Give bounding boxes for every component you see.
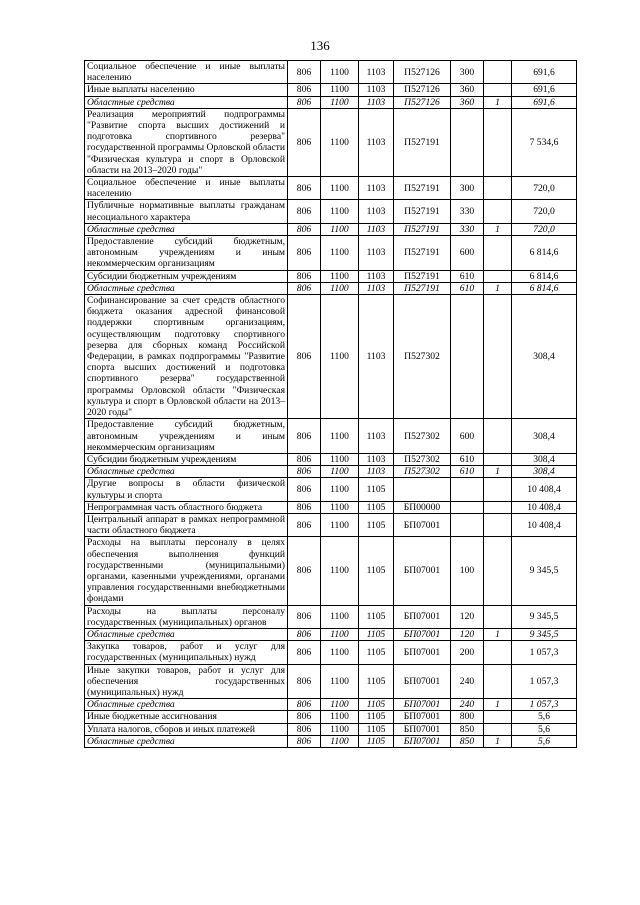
funding-source-cell: 1 (484, 699, 512, 711)
funding-source-cell (484, 236, 512, 271)
subsection-code-cell: 1105 (359, 664, 394, 699)
expense-type-cell: 200 (451, 641, 484, 664)
row-name-cell: Публичные нормативные выплаты гражданам несоциального характера (85, 200, 288, 223)
subsection-code-cell: 1105 (359, 605, 394, 628)
table-row (85, 270, 577, 282)
row-name-cell: Софинансирование за счет средств областного бюджета оказания адресной финансовой поддержки спортивным организациям, осуществляющим подготовку спортивного резерва для сборных команд Российской Федерации, в рамках подпрограммы "Развитие спорта высших достижений и подготовка спортивного резерва" государственной программы Орловской области "Физическая культура и спорт в Орловской области на 2013–2020 годы" (85, 295, 288, 419)
row-name-cell: Социальное обеспечение и иные выплаты населению (85, 61, 288, 84)
funding-source-cell (484, 641, 512, 664)
row-name-cell: Центральный аппарат в рамках непрограммной части областного бюджета (85, 513, 288, 536)
amount-cell: 720,0 (512, 200, 577, 223)
subsection-code-cell: 1103 (359, 177, 394, 200)
funding-source-cell (484, 723, 512, 735)
funding-source-cell (484, 453, 512, 465)
amount-cell: 1 057,3 (512, 641, 577, 664)
expense-type-cell: 360 (451, 84, 484, 96)
amount-cell: 308,4 (512, 466, 577, 478)
subsection-code-cell: 1103 (359, 223, 394, 235)
section-code-cell: 1100 (321, 735, 359, 747)
section-code-cell: 1100 (321, 605, 359, 628)
row-name-cell: Непрограммная часть областного бюджета (85, 501, 288, 513)
table-row (85, 723, 577, 735)
table-row (85, 641, 577, 664)
funding-source-cell: 1 (484, 466, 512, 478)
target-article-cell: П527191 (394, 270, 451, 282)
amount-cell: 308,4 (512, 419, 577, 454)
row-name-cell: Уплата налогов, сборов и иных платежей (85, 723, 288, 735)
expense-type-cell: 300 (451, 61, 484, 84)
target-article-cell: БП07001 (394, 664, 451, 699)
expense-type-cell: 330 (451, 200, 484, 223)
funding-source-cell (484, 605, 512, 628)
target-article-cell: П527302 (394, 419, 451, 454)
table-row (85, 84, 577, 96)
amount-cell: 1 057,3 (512, 664, 577, 699)
table-row (85, 200, 577, 223)
section-code-cell: 1100 (321, 628, 359, 640)
table-row-regional-funds (85, 466, 577, 478)
target-article-cell: БП07001 (394, 723, 451, 735)
funding-source-cell (484, 478, 512, 501)
section-code-cell: 1100 (321, 723, 359, 735)
subsection-code-cell: 1105 (359, 699, 394, 711)
section-code-cell: 1100 (321, 641, 359, 664)
target-article-cell: БП07001 (394, 628, 451, 640)
expense-type-cell: 120 (451, 628, 484, 640)
subsection-code-cell: 1105 (359, 537, 394, 605)
target-article-cell: П527191 (394, 177, 451, 200)
amount-cell: 691,6 (512, 84, 577, 96)
subsection-code-cell: 1105 (359, 513, 394, 536)
row-name-cell: Предоставление субсидий бюджетным, автономным учреждениям и иным некоммерческим организациям (85, 419, 288, 454)
target-article-cell: П527302 (394, 295, 451, 419)
expense-type-cell: 600 (451, 236, 484, 271)
section-code-cell: 1100 (321, 177, 359, 200)
ministry-code-cell: 806 (288, 419, 321, 454)
subsection-code-cell: 1105 (359, 641, 394, 664)
funding-source-cell (484, 664, 512, 699)
amount-cell: 10 408,4 (512, 478, 577, 501)
row-name-cell: Предоставление субсидий бюджетным, автономным учреждениям и иным некоммерческим организациям (85, 236, 288, 271)
subsection-code-cell: 1103 (359, 236, 394, 271)
target-article-cell (394, 478, 451, 501)
table-row-regional-funds (85, 735, 577, 747)
section-code-cell: 1100 (321, 200, 359, 223)
table-row (85, 108, 577, 176)
expense-type-cell: 800 (451, 711, 484, 723)
funding-source-cell (484, 295, 512, 419)
funding-source-cell (484, 711, 512, 723)
row-name-cell: Областные средства (85, 96, 288, 108)
expense-type-cell (451, 513, 484, 536)
table-row (85, 664, 577, 699)
ministry-code-cell: 806 (288, 177, 321, 200)
table-row (85, 513, 577, 536)
section-code-cell: 1100 (321, 96, 359, 108)
section-code-cell: 1100 (321, 84, 359, 96)
funding-source-cell (484, 419, 512, 454)
ministry-code-cell: 806 (288, 295, 321, 419)
row-name-cell: Иные бюджетные ассигнования (85, 711, 288, 723)
amount-cell: 1 057,3 (512, 699, 577, 711)
amount-cell: 5,6 (512, 723, 577, 735)
row-name-cell: Социальное обеспечение и иные выплаты населению (85, 177, 288, 200)
ministry-code-cell: 806 (288, 699, 321, 711)
funding-source-cell (484, 537, 512, 605)
section-code-cell: 1100 (321, 223, 359, 235)
row-name-cell: Иные выплаты населению (85, 84, 288, 96)
table-row (85, 501, 577, 513)
target-article-cell: БП07001 (394, 711, 451, 723)
expense-type-cell: 850 (451, 735, 484, 747)
ministry-code-cell: 806 (288, 628, 321, 640)
expense-type-cell: 610 (451, 453, 484, 465)
section-code-cell: 1100 (321, 419, 359, 454)
table-row-regional-funds (85, 223, 577, 235)
amount-cell: 720,0 (512, 223, 577, 235)
expense-type-cell (451, 295, 484, 419)
row-name-cell: Областные средства (85, 466, 288, 478)
ministry-code-cell: 806 (288, 501, 321, 513)
subsection-code-cell: 1103 (359, 200, 394, 223)
table-row-regional-funds (85, 699, 577, 711)
row-name-cell: Областные средства (85, 628, 288, 640)
funding-source-cell (484, 84, 512, 96)
target-article-cell: БП07001 (394, 699, 451, 711)
amount-cell: 7 534,6 (512, 108, 577, 176)
row-name-cell: Расходы на выплаты персоналу в целях обеспечения выполнения функций государственными (муниципальными) органами, казенными учреждениями, органами управления государственными внебюджетными фондами (85, 537, 288, 605)
table-row (85, 605, 577, 628)
ministry-code-cell: 806 (288, 605, 321, 628)
table-row (85, 711, 577, 723)
row-name-cell: Реализация мероприятий подпрограммы "Развитие спорта высших достижений и подготовка спортивного резерва" государственной программы Орловской области "Физическая культура и спорт в Орловской области на 2013–2020 годы" (85, 108, 288, 176)
expense-type-cell: 100 (451, 537, 484, 605)
row-name-cell: Другие вопросы в области физической культуры и спорта (85, 478, 288, 501)
table-row (85, 478, 577, 501)
section-code-cell: 1100 (321, 108, 359, 176)
subsection-code-cell: 1105 (359, 501, 394, 513)
page-number: 136 (310, 38, 330, 53)
subsection-code-cell: 1105 (359, 628, 394, 640)
row-name-cell: Субсидии бюджетным учреждениям (85, 270, 288, 282)
subsection-code-cell: 1105 (359, 723, 394, 735)
ministry-code-cell: 806 (288, 61, 321, 84)
ministry-code-cell: 806 (288, 723, 321, 735)
ministry-code-cell: 806 (288, 641, 321, 664)
row-name-cell: Закупка товаров, работ и услуг для государственных (муниципальных) нужд (85, 641, 288, 664)
expense-type-cell: 610 (451, 466, 484, 478)
funding-source-cell (484, 177, 512, 200)
expense-type-cell (451, 501, 484, 513)
section-code-cell: 1100 (321, 711, 359, 723)
section-code-cell: 1100 (321, 295, 359, 419)
row-name-cell: Областные средства (85, 282, 288, 294)
section-code-cell: 1100 (321, 61, 359, 84)
row-name-cell: Иные закупки товаров, работ и услуг для обеспечения государственных (муниципальных) нужд (85, 664, 288, 699)
ministry-code-cell: 806 (288, 735, 321, 747)
amount-cell: 691,6 (512, 61, 577, 84)
subsection-code-cell: 1105 (359, 478, 394, 501)
ministry-code-cell: 806 (288, 466, 321, 478)
subsection-code-cell: 1103 (359, 61, 394, 84)
section-code-cell: 1100 (321, 282, 359, 294)
ministry-code-cell: 806 (288, 108, 321, 176)
ministry-code-cell: 806 (288, 96, 321, 108)
expense-type-cell (451, 108, 484, 176)
table-row (85, 453, 577, 465)
expense-type-cell: 330 (451, 223, 484, 235)
target-article-cell: П527191 (394, 236, 451, 271)
section-code-cell: 1100 (321, 270, 359, 282)
target-article-cell: П527191 (394, 108, 451, 176)
funding-source-cell: 1 (484, 96, 512, 108)
section-code-cell: 1100 (321, 664, 359, 699)
expense-type-cell: 240 (451, 699, 484, 711)
amount-cell: 5,6 (512, 711, 577, 723)
target-article-cell: П527191 (394, 200, 451, 223)
target-article-cell: БП07001 (394, 641, 451, 664)
expense-type-cell: 610 (451, 270, 484, 282)
amount-cell: 6 814,6 (512, 236, 577, 271)
amount-cell: 6 814,6 (512, 282, 577, 294)
expense-type-cell: 850 (451, 723, 484, 735)
subsection-code-cell: 1105 (359, 711, 394, 723)
expense-type-cell: 240 (451, 664, 484, 699)
ministry-code-cell: 806 (288, 270, 321, 282)
funding-source-cell: 1 (484, 628, 512, 640)
row-name-cell: Областные средства (85, 735, 288, 747)
budget-table-body (85, 61, 577, 748)
section-code-cell: 1100 (321, 453, 359, 465)
target-article-cell: П527191 (394, 223, 451, 235)
expense-type-cell: 300 (451, 177, 484, 200)
subsection-code-cell: 1103 (359, 96, 394, 108)
ministry-code-cell: 806 (288, 664, 321, 699)
subsection-code-cell: 1103 (359, 419, 394, 454)
subsection-code-cell: 1103 (359, 466, 394, 478)
funding-source-cell (484, 270, 512, 282)
amount-cell: 308,4 (512, 295, 577, 419)
table-row-regional-funds (85, 628, 577, 640)
budget-table (84, 60, 577, 748)
funding-source-cell (484, 513, 512, 536)
section-code-cell: 1100 (321, 699, 359, 711)
subsection-code-cell: 1103 (359, 453, 394, 465)
section-code-cell: 1100 (321, 537, 359, 605)
row-name-cell: Областные средства (85, 699, 288, 711)
expense-type-cell: 120 (451, 605, 484, 628)
ministry-code-cell: 806 (288, 282, 321, 294)
amount-cell: 9 345,5 (512, 605, 577, 628)
ministry-code-cell: 806 (288, 478, 321, 501)
amount-cell: 9 345,5 (512, 628, 577, 640)
funding-source-cell: 1 (484, 223, 512, 235)
amount-cell: 691,6 (512, 96, 577, 108)
subsection-code-cell: 1103 (359, 270, 394, 282)
row-name-cell: Областные средства (85, 223, 288, 235)
ministry-code-cell: 806 (288, 223, 321, 235)
subsection-code-cell: 1103 (359, 84, 394, 96)
funding-source-cell (484, 108, 512, 176)
table-row (85, 295, 577, 419)
target-article-cell: БП07001 (394, 537, 451, 605)
section-code-cell: 1100 (321, 513, 359, 536)
target-article-cell: БП07001 (394, 605, 451, 628)
target-article-cell: П527191 (394, 282, 451, 294)
table-row (85, 419, 577, 454)
row-name-cell: Расходы на выплаты персоналу государственных (муниципальных) органов (85, 605, 288, 628)
target-article-cell: БП00000 (394, 501, 451, 513)
section-code-cell: 1100 (321, 466, 359, 478)
expense-type-cell (451, 478, 484, 501)
funding-source-cell: 1 (484, 282, 512, 294)
table-row (85, 61, 577, 84)
ministry-code-cell: 806 (288, 711, 321, 723)
subsection-code-cell: 1103 (359, 295, 394, 419)
amount-cell: 5,6 (512, 735, 577, 747)
target-article-cell: БП07001 (394, 735, 451, 747)
target-article-cell: П527126 (394, 61, 451, 84)
subsection-code-cell: 1103 (359, 282, 394, 294)
ministry-code-cell: 806 (288, 84, 321, 96)
target-article-cell: БП07001 (394, 513, 451, 536)
ministry-code-cell: 806 (288, 537, 321, 605)
target-article-cell: П527126 (394, 96, 451, 108)
table-row (85, 537, 577, 605)
funding-source-cell (484, 501, 512, 513)
ministry-code-cell: 806 (288, 453, 321, 465)
amount-cell: 10 408,4 (512, 501, 577, 513)
expense-type-cell: 360 (451, 96, 484, 108)
table-row-regional-funds (85, 96, 577, 108)
amount-cell: 10 408,4 (512, 513, 577, 536)
subsection-code-cell: 1105 (359, 735, 394, 747)
target-article-cell: П527302 (394, 466, 451, 478)
table-row-regional-funds (85, 282, 577, 294)
amount-cell: 720,0 (512, 177, 577, 200)
table-row (85, 177, 577, 200)
amount-cell: 9 345,5 (512, 537, 577, 605)
subsection-code-cell: 1103 (359, 108, 394, 176)
amount-cell: 6 814,6 (512, 270, 577, 282)
target-article-cell: П527126 (394, 84, 451, 96)
section-code-cell: 1100 (321, 236, 359, 271)
amount-cell: 308,4 (512, 453, 577, 465)
funding-source-cell (484, 61, 512, 84)
ministry-code-cell: 806 (288, 236, 321, 271)
section-code-cell: 1100 (321, 478, 359, 501)
table-row (85, 236, 577, 271)
ministry-code-cell: 806 (288, 513, 321, 536)
expense-type-cell: 610 (451, 282, 484, 294)
funding-source-cell (484, 200, 512, 223)
expense-type-cell: 600 (451, 419, 484, 454)
funding-source-cell: 1 (484, 735, 512, 747)
ministry-code-cell: 806 (288, 200, 321, 223)
row-name-cell: Субсидии бюджетным учреждениям (85, 453, 288, 465)
target-article-cell: П527302 (394, 453, 451, 465)
section-code-cell: 1100 (321, 501, 359, 513)
